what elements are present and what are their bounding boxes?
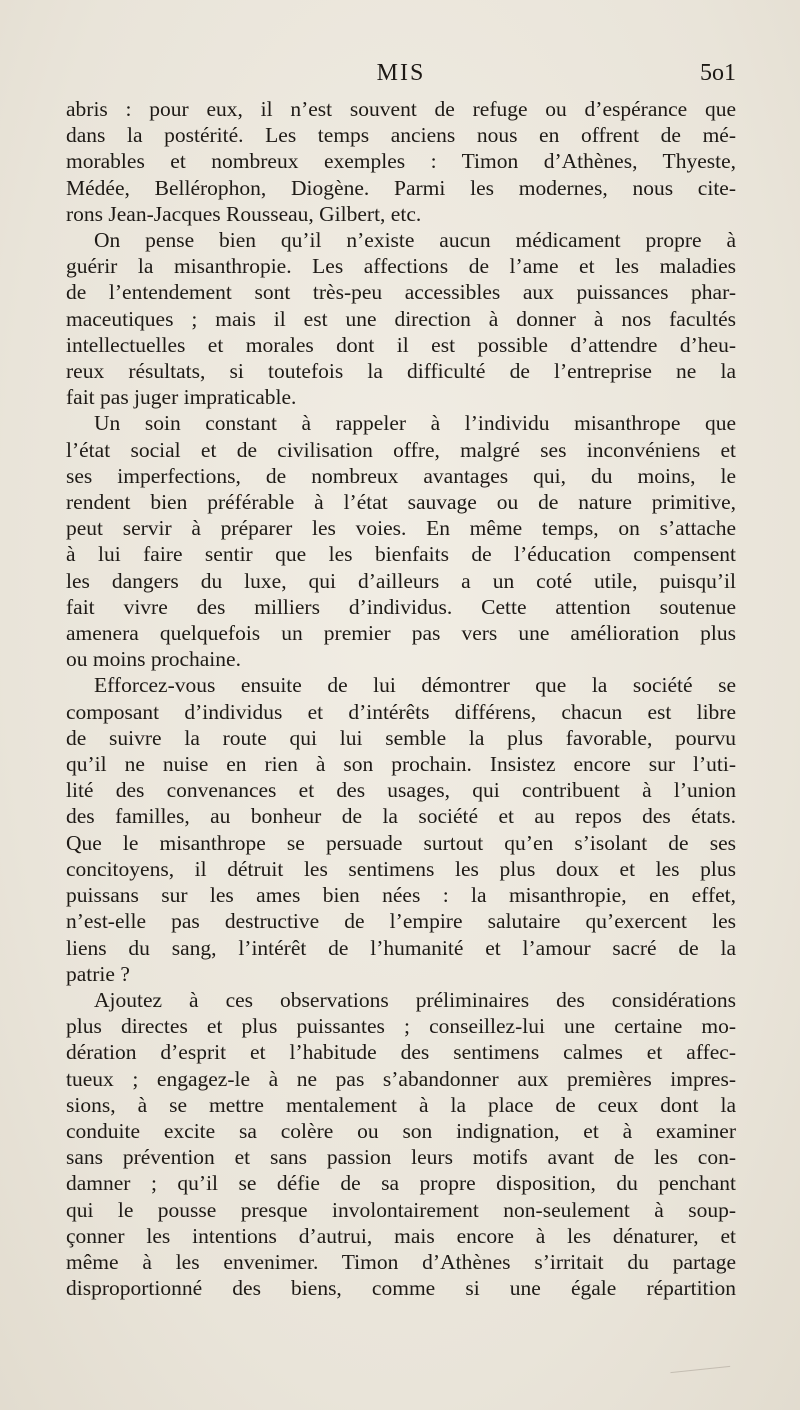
text-line: disproportionné des biens, comme si une égale répartition (66, 1276, 736, 1301)
text-line: morables et nombreux exemples : Timon d’Athènes, Thyeste, (66, 149, 736, 174)
text-line: qu’il ne nuise en rien à son prochain. Insistez encore sur l’uti- (66, 752, 736, 777)
text-line: dans la postérité. Les temps anciens nous en offrent de mé- (66, 123, 736, 148)
text-line: damner ; qu’il se défie de sa propre disposition, du penchant (66, 1171, 736, 1196)
text-line: reux résultats, si toutefois la difficulté de l’entreprise ne la (66, 359, 736, 384)
text-line: composant d’individus et d’intérêts différens, chacun est libre (66, 699, 736, 724)
text-line: ou moins prochaine. (66, 647, 241, 672)
text-line: intellectuelles et morales dont il est possible d’attendre d’heu- (66, 332, 736, 357)
text-line: fait pas juger impraticable. (66, 385, 297, 410)
text-line: tueux ; engagez-le à ne pas s’abandonner aux premières impres- (66, 1066, 736, 1091)
text-line: sions, à se mettre mentalement à la place de ceux dont la (66, 1092, 736, 1117)
text-line: peut servir à préparer les voies. En même temps, on s’attache (66, 516, 736, 541)
text-line: à lui faire sentir que les bienfaits de l’éducation compensent (66, 542, 736, 567)
text-line: patrie ? (66, 961, 130, 986)
text-line: abris : pour eux, il n’est souvent de refuge ou d’espérance que (66, 97, 736, 121)
text-body (66, 96, 736, 1301)
text-line: plus directes et plus puissantes ; conseillez-lui une certaine mo- (66, 1014, 736, 1039)
text-line: dération d’esprit et l’habitude des sentimens calmes et affec- (66, 1040, 736, 1065)
text-line: liens du sang, l’intérêt de l’humanité et l’amour sacré de la (66, 935, 736, 960)
text-line: l’état social et de civilisation offre, malgré ses inconvéniens et (66, 437, 736, 462)
text-line: conduite excite sa colère ou son indignation, et à examiner (66, 1118, 736, 1143)
text-line: On pense bien qu’il n’existe aucun médicament propre à (94, 228, 736, 253)
text-line: qui le pousse presque involontairement non-seulement à soup- (66, 1197, 736, 1222)
page-number: 5o1 (700, 60, 736, 86)
text-line: rons Jean-Jacques Rousseau, Gilbert, etc. (66, 201, 422, 226)
text-line: concitoyens, il détruit les sentimens les plus doux et les plus (66, 856, 736, 881)
text-line: maceutiques ; mais il est une direction à donner à nos facultés (66, 306, 736, 331)
running-head (66, 60, 736, 90)
text-line: rendent bien préférable à l’état sauvage ou de nature primitive, (66, 490, 736, 515)
text-line: guérir la misanthropie. Les affections de l’ame et les maladies (66, 254, 736, 279)
text-line: Médée, Bellérophon, Diogène. Parmi les modernes, nous cite- (66, 175, 736, 200)
text-line: puissans sur les ames bien nées : la misanthropie, en effet, (66, 883, 736, 908)
text-line: les dangers du luxe, qui d’ailleurs a un coté utile, puisqu’il (66, 568, 736, 593)
running-head-title: MIS (376, 60, 426, 86)
text-line: des familles, au bonheur de la société et au repos des états. (66, 804, 736, 829)
text-line: de l’entendement sont très-peu accessibles aux puissances phar- (66, 280, 736, 305)
text-line: fait vivre des milliers d’individus. Cette attention soutenue (66, 594, 736, 619)
text-line: amenera quelquefois un premier pas vers une amélioration plus (66, 621, 736, 646)
text-line: Que le misanthrope se persuade surtout qu’en s’isolant de ses (66, 830, 736, 855)
text-line: n’est-elle pas destructive de l’empire salutaire qu’exercent les (66, 909, 736, 934)
text-line: lité des convenances et des usages, qui contribuent à l’union (66, 778, 736, 803)
text-line: Ajoutez à ces observations préliminaires des considérations (94, 987, 736, 1012)
text-line: Efforcez-vous ensuite de lui démontrer que la société se (94, 673, 736, 698)
text-line: de suivre la route qui lui semble la plus favorable, pourvu (66, 725, 736, 750)
text-line: çonner les intentions d’autrui, mais encore à les dénaturer, et (66, 1223, 736, 1248)
text-line: ses imperfections, de nombreux avantages qui, du moins, le (66, 463, 736, 488)
text-line: Un soin constant à rappeler à l’individu misanthrope que (94, 411, 736, 436)
ink-mark (670, 1360, 730, 1373)
text-line: même à les envenimer. Timon d’Athènes s’irritait du partage (66, 1249, 736, 1274)
text-line: sans prévention et sans passion leurs motifs avant de les con- (66, 1145, 736, 1170)
